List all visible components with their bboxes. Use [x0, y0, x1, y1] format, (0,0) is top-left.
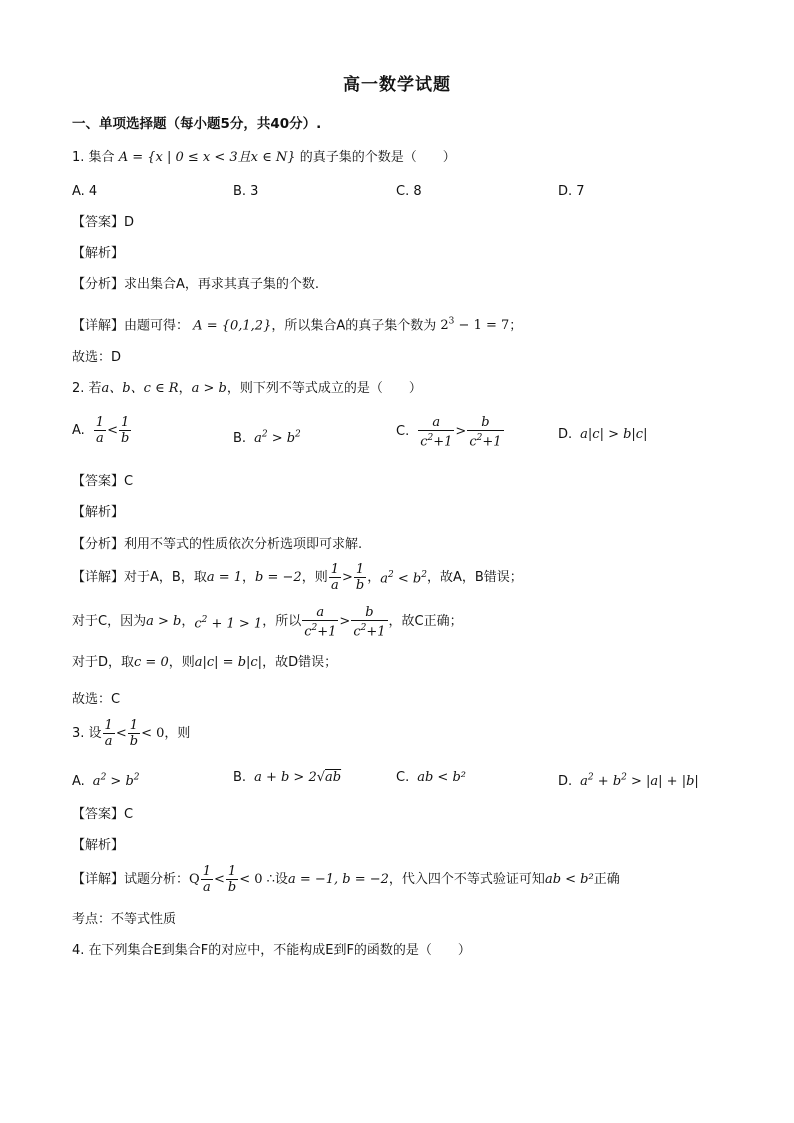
xiangjie-tag: 【详解】	[72, 569, 125, 585]
q1-analysis-tag: 【解析】	[72, 246, 125, 261]
fenxi-tag: 【分析】	[72, 537, 125, 552]
q2-d1-b: a = 1	[206, 569, 243, 585]
q2-d1-d: ，则	[301, 569, 328, 585]
q2-d3-b: c = 0	[134, 655, 169, 670]
guxuan-label: 故选：	[72, 350, 112, 365]
page-title: 高一数学试题	[343, 75, 451, 95]
q2-detail-line2: 对于C，因为a > b，$c^2 + 1 > 1$，所以 $\frac{a}{c^2+1}$ > $\frac{b}{c^2+1}$ ，故C正确；	[72, 605, 463, 640]
q3-detail-b: 设	[274, 871, 288, 887]
q1-detail-a: 由题可得：	[124, 318, 190, 334]
xiangjie-tag: 【详解】	[72, 871, 125, 887]
q2-option-a: A. $\frac{1}{a}$ < $\frac{1}{b}$	[72, 415, 130, 446]
answer-tag: 【答案】	[72, 807, 125, 822]
q2-suffix: ，则下列不等式成立的是（ ）	[226, 381, 422, 396]
q3-detail-a: 试题分析：	[124, 871, 190, 887]
q1-detail-formula: $2^3 - 1 = 7$	[440, 317, 510, 334]
q2-option-d-expr: a|c| > b|c|	[580, 427, 648, 442]
q2-d2-d: ，所以	[262, 614, 302, 630]
q1-option-d: D. 7	[558, 184, 585, 199]
q3-analysis-tag: 【解析】	[72, 838, 125, 853]
q3-option-b: B. a + b > 2√ab	[233, 770, 342, 785]
q3-answer	[72, 807, 133, 823]
q1-option-a: A. 4	[72, 184, 98, 199]
q1-answer	[72, 215, 134, 231]
q2-d1-a: 对于A，B，取	[124, 569, 207, 585]
q1-detail-set: A = {0,1,2}	[193, 318, 272, 334]
xiangjie-tag: 【详解】	[72, 318, 125, 334]
q1-fenxi	[72, 277, 319, 293]
q1-suffix: 的真子集的个数是（ ）	[299, 150, 456, 165]
q2-d3-e: ，故D错误；	[262, 655, 338, 670]
answer-tag: 【答案】	[72, 474, 125, 489]
q3-option-c: C. ab < b²	[396, 770, 466, 785]
q2-cond1: a、b、c ∈ R	[101, 381, 179, 396]
q2-d2-a: 对于C，因为	[72, 614, 147, 630]
guxuan-label: 故选：	[72, 692, 112, 707]
q3-option-d: D. $a^2 + b^2 > |a| + |b|$	[558, 773, 699, 790]
q1-set-expression: A = {x | 0 ≤ x < 3且x ∈ N}	[118, 150, 296, 165]
q2-cond2: a > b	[191, 381, 227, 396]
q3-detail-c: ，代入四个不等式验证可知	[388, 871, 545, 887]
question-1-stem	[72, 150, 456, 166]
q2-prefix: 2. 若	[72, 381, 102, 396]
q2-answer	[72, 474, 133, 490]
question-4-stem: 4. 在下列集合E到集合F的对应中，不能构成E到F的函数的是（ ）	[72, 943, 471, 958]
q3-prefix: 3. 设	[72, 725, 102, 741]
q2-fenxi-text: 利用不等式的性质依次分析选项即可求解.	[124, 537, 363, 552]
q2-d2-e: ，故C正确；	[388, 614, 463, 630]
q2-answer-value: C	[124, 474, 134, 489]
q3-detail: 【详解】试题分析：Q $\frac{1}{a}$ < $\frac{1}{b}$ < 0 ∴设a = −1, b = −2，代入四个不等式验证可知ab < b²正确	[72, 864, 620, 895]
q2-d3-a: 对于D，取	[72, 655, 135, 670]
q2-d2-b: a > b	[146, 614, 182, 630]
q2-analysis-tag: 【解析】	[72, 505, 125, 520]
answer-tag: 【答案】	[72, 215, 125, 230]
q1-final	[72, 350, 121, 366]
q3-kaodian: 考点：不等式性质	[72, 912, 177, 927]
q2-d3-c: ，则	[168, 655, 195, 670]
q2-d1-c: b = −2	[255, 569, 302, 585]
q1-detail-b: ，所以集合A的真子集个数为	[271, 318, 437, 334]
q1-answer-value: D	[124, 215, 135, 230]
q1-final-value: D	[111, 350, 122, 365]
q2-detail-line3	[72, 655, 337, 671]
q2-final	[72, 692, 120, 708]
fenxi-tag: 【分析】	[72, 277, 125, 292]
q2-option-d: D. a|c| > b|c|	[558, 427, 648, 442]
q1-fenxi-text: 求出集合A，再求其真子集的个数.	[124, 277, 320, 292]
q1-prefix: 1. 集合	[72, 150, 115, 165]
q2-detail-line1: 【详解】对于A，B，取a = 1，b = −2，则 $\frac{1}{a}$ > $\frac{1}{b}$ ，$a^2 < b^2$，故A，B错误；	[72, 562, 523, 593]
question-3-stem: 3. 设 $\frac{1}{a}$ < $\frac{1}{b}$ < 0，则	[72, 718, 191, 749]
q2-fenxi	[72, 537, 362, 553]
q1-option-c: C. 8	[396, 184, 422, 199]
q1-option-b: B. 3	[233, 184, 259, 199]
q3-suffix: ，则	[164, 725, 191, 741]
q3-option-c-expr: ab < b²	[417, 770, 466, 785]
q2-option-c: C. $\frac{a}{c^2+1}$ > $\frac{b}{c^2+1}$	[396, 415, 502, 450]
q3-answer-value: C	[124, 807, 134, 822]
q2-option-b: B. $a^2 > b^2$	[233, 430, 301, 447]
q1-detail-c: ；	[509, 318, 523, 334]
q1-detail	[72, 314, 522, 334]
q2-d1-e: ，故A，B错误；	[426, 569, 523, 585]
q3-option-a: A. $a^2 > b^2$	[72, 773, 140, 790]
q3-detail-d: ab < b²	[544, 871, 594, 887]
q2-d3-d: a|c| = b|c|	[194, 655, 263, 670]
q3-detail-e: 正确	[593, 871, 620, 887]
section-heading: 一、单项选择题（每小题5分，共40分）.	[72, 116, 322, 132]
q2-final-value: C	[111, 692, 121, 707]
question-2-stem: 2. 若a、b、c ∈ R，a > b，则下列不等式成立的是（ ）	[72, 381, 422, 396]
